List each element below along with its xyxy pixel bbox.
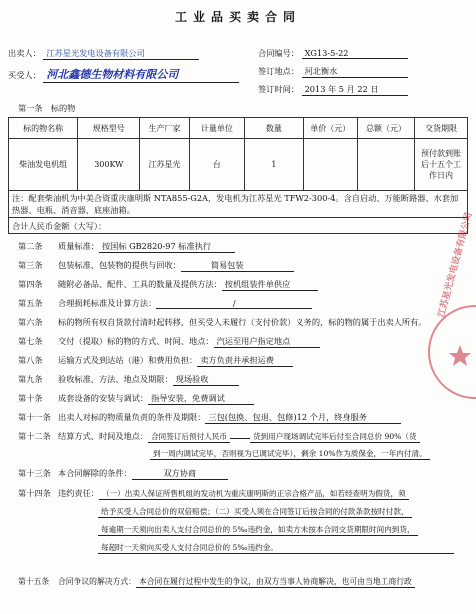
clause-num: 第十五条 [18, 577, 50, 586]
clause-blank [230, 438, 250, 439]
clause-num: 第十四条 [18, 488, 51, 498]
goods-table-header [9, 118, 468, 139]
clause-num: 第十二条 [18, 431, 51, 441]
clause-label: 交付（提取）标的物的方式、时间、地点： [58, 336, 214, 346]
seller-label: 出卖人： [8, 48, 41, 58]
clause-value: 合同签订后预付人民币 [148, 431, 230, 443]
clause-4 [18, 279, 318, 291]
clause-label: 本合同解除的条件： [58, 468, 132, 478]
clause-14-line-4 [98, 542, 454, 554]
cell-qty: 1 [245, 139, 303, 191]
col-header: 生产厂家 [140, 118, 189, 139]
seal-star-icon [430, 307, 476, 397]
clause-num: 第四条 [18, 279, 43, 289]
clause-value: 现场验收 [173, 374, 239, 386]
clause-6 [18, 317, 426, 328]
cell-unit-price [303, 139, 357, 191]
clause-label: 运输方式及到达站（港）和费用负担： [58, 355, 198, 365]
clause-value: 三包(包换、包退、包修)12 个月，终身服务 [205, 412, 401, 424]
clause-12-line-2 [150, 448, 430, 460]
clause-14-line-2 [98, 506, 412, 518]
table-row [9, 139, 468, 191]
clause-12 [18, 431, 420, 443]
sign-place-label: 签订地点： [258, 66, 299, 76]
cell-maker: 江苏星光 [140, 139, 189, 191]
article-1-heading: 第一条 标的物 [18, 103, 76, 113]
clause-value: 汽运至用户指定地点 [214, 336, 320, 348]
sign-date-value: 2013 年 5 月 22 日 [302, 84, 408, 96]
cell-unit: 台 [189, 139, 245, 191]
clause-label: 合理损耗标准及计算方法： [58, 298, 157, 308]
company-seal [428, 211, 476, 399]
clause-2 [18, 241, 235, 253]
clause-3 [18, 260, 294, 272]
clause-value: 标的物所有权自货款付清时起转移，但买受人未履行（支付价款）义务的，标的物的属于出卖人所有。 [58, 317, 427, 327]
clause-value: 卖方负责并承担运费 [197, 355, 293, 367]
clause-15 [18, 576, 415, 588]
clause-label: 质量标准： [58, 241, 99, 251]
clause-11 [18, 412, 401, 424]
clause-num: 第七条 [18, 336, 43, 346]
clause-label: 验收标准、方法、地点及期限： [58, 374, 173, 384]
clause-num: 第十三条 [18, 468, 51, 478]
buyer-label: 买受人： [8, 70, 41, 80]
cell-spec: 300KW [78, 139, 140, 191]
clause-label: 随附必备品、配件、工具的数量及提供方法： [58, 279, 222, 289]
clause-value: 按国标 GB2820-97 标准执行 [99, 241, 235, 253]
sign-place-value: 河北衡水 [302, 66, 408, 78]
clause-5 [18, 298, 312, 309]
clause-value-4: 每超时一天须向买受人支付合同总价的 5‰违约金。 [98, 542, 454, 554]
seller-value: 江苏星光发电设备有限公司 [43, 48, 199, 60]
clause-label: 包装标准、包装物的提供与回收： [58, 260, 181, 270]
clause-10 [18, 393, 254, 405]
clause-num: 第十条 [18, 393, 43, 403]
sign-place-row [258, 66, 408, 78]
clause-value: 简易包装 [181, 260, 294, 272]
clause-14-line-3 [98, 524, 418, 536]
clause-value: （一）出卖人保证所售机组的发动机为重庆康明斯的正宗合格产品，如若经查明为假货，须 [99, 488, 409, 500]
clause-num: 第五条 [18, 298, 43, 308]
contract-no-row [258, 48, 408, 59]
buyer-value: 河北鑫德生物材料有限公司 [43, 66, 239, 83]
clause-num: 第三条 [18, 260, 43, 270]
clause-value-2: 货到用户现场调试完毕后付至合同总价 90%（货 [250, 431, 420, 443]
contract-no-value: XG13-5-22 [302, 48, 408, 59]
clause-num: 第六条 [18, 317, 43, 327]
clause-7 [18, 336, 320, 348]
col-header: 数量 [245, 118, 303, 139]
clause-value: 双方协商 [132, 468, 228, 480]
clause-value: 本合同在履行过程中发生的争议，由双方当事人协商解决，也可由当地工商行政 [136, 576, 415, 588]
col-header: 交货期限 [415, 118, 468, 139]
note-box [8, 190, 468, 218]
clause-num: 第九条 [18, 374, 43, 384]
clause-num: 第十一条 [18, 412, 51, 422]
clause-num: 第二条 [18, 241, 43, 251]
clause-label: 结算方式、时间及地点： [58, 431, 149, 441]
document-title: 工业品买卖合同 [174, 10, 301, 24]
clause-8 [18, 355, 293, 367]
total-amount-box [8, 218, 468, 234]
clause-13 [18, 468, 228, 480]
seller-row [8, 48, 199, 60]
clause-14 [18, 488, 409, 500]
buyer-row [8, 66, 239, 83]
cell-total [357, 139, 414, 191]
sign-date-label: 签订时间： [258, 84, 299, 94]
clause-value-3: 到一周内调试完毕，否则视为已调试完毕），剩余 10%作为质保金，一年内付清。 [150, 448, 430, 460]
clause-label: 成套设备的安装与调试： [58, 393, 149, 403]
goods-table [8, 117, 468, 191]
seal-text: 江苏星光发电设备有限公司 [436, 211, 475, 319]
clause-value: / [156, 298, 312, 309]
clause-num: 第八条 [18, 355, 43, 365]
clause-label: 违约责任： [58, 488, 99, 498]
col-header: 标的物名称 [9, 118, 78, 139]
clause-9 [18, 374, 239, 386]
clause-value-2: 给予买受人合同总价的双倍赔偿；（二）买受人须在合同签订后按合同的付款条款按时付款， [98, 506, 412, 518]
clause-label: 出卖人对标的物质量负责的条件及期限： [58, 412, 206, 422]
col-header: 规格型号 [78, 118, 140, 139]
contract-no-label: 合同编号： [258, 48, 299, 58]
cell-delivery: 预付款到账后十五个工作日内 [415, 139, 468, 191]
clause-label: 合同争议的解决方式： [58, 577, 136, 586]
cell-name: 柴油发电机组 [9, 139, 78, 191]
clause-value: 指导安装，免费调试 [148, 393, 254, 405]
col-header: 总额（元） [357, 118, 414, 139]
sign-date-row [258, 84, 408, 96]
clause-value: 按机组装件单供应 [222, 279, 318, 291]
col-header: 单价（元） [303, 118, 357, 139]
col-header: 计量单位 [189, 118, 245, 139]
note-text: 配套柴油机为中美合资重庆康明斯 NTA855-G2A，发电机为江苏星光 TFW2-300-4。含自启动、万能断路器、水套加热器、电瓶、消音器、底座油箱。 [12, 193, 459, 215]
note-label: 注： [12, 193, 29, 203]
total-amount-label: 合计人民币金额（大写）： [12, 221, 107, 231]
clause-value-3: 每逾期一天须向出卖人支付合同总价的 5‰违约金，如卖方未按本合同交货期限时间内到货， [98, 524, 418, 536]
